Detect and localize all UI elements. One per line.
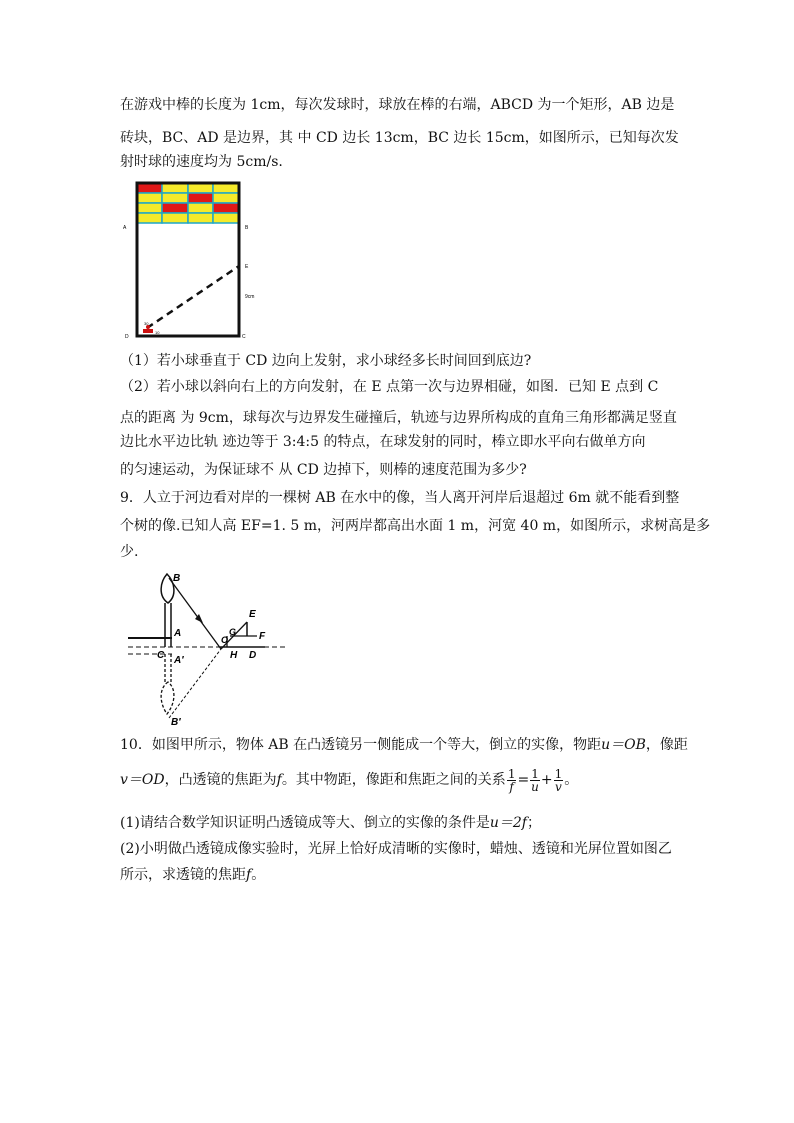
paragraph-1-line-3: 射时球的速度均为 5cm/s. [120, 154, 283, 170]
label-a-prime: A′ [174, 655, 184, 666]
fraction-denominator-f: f [509, 779, 514, 794]
object-distance: u＝OB [601, 737, 646, 753]
fraction-denominator-u: u [531, 779, 539, 794]
paddle [143, 329, 153, 333]
question-10-line-1-text: 10．如图甲所示，物体 AB 在凸透镜另一侧能成一个等大，倒立的实像，物距 [120, 737, 602, 753]
paragraph-1-line-2: 砖块，BC、AD 是边界，其 中 CD 边长 13cm，BC 边长 15cm，如图所示，已知每次发 [120, 130, 679, 146]
label-paddle: 10 [155, 330, 160, 335]
paragraph-1-line-1: 在游戏中棒的长度为 1cm，每次发球时，球放在棒的右端，ABCD 为一个矩形，AB 边是 [120, 97, 675, 113]
label-e: E [249, 609, 256, 620]
sentence-end: 。 [564, 772, 579, 788]
question-10-sub-1-text: (1)请结合数学知识证明凸透镜成等大、倒立的实像的条件是 [120, 815, 490, 831]
label-e: E [245, 264, 249, 270]
fraction-one-over-u [530, 768, 540, 793]
question-10-sub-2-line-2 [120, 861, 680, 890]
question-10-sub-2-end: 。 [251, 867, 266, 883]
label-h: H [230, 650, 238, 661]
question-10-line-1 [120, 731, 688, 760]
tree-reflection-figure [125, 568, 290, 728]
fraction-one-over-f [507, 768, 517, 793]
label-c: C [242, 334, 246, 340]
trajectory-line [147, 266, 239, 328]
question-10-line-2-mid: ，凸透镜的焦距为 [164, 772, 277, 788]
label-b: B [245, 225, 249, 231]
label-a: A [174, 628, 182, 639]
label-b-prime: B′ [171, 717, 181, 728]
fraction-denominator-v: v [554, 779, 562, 794]
question-10-line-2 [120, 762, 680, 798]
tree-reflection [161, 654, 174, 714]
fraction-numerator: 1 [554, 766, 563, 781]
game-board-figure [115, 178, 265, 340]
condition-u-2f: u＝2f [489, 815, 527, 831]
question-part-2-line-1: （2）若小球以斜向右上的方向发射，在 E 点第一次与边界相碰，如图．已知 E 点到 C [120, 379, 659, 395]
question-10-sub-2-line-1: (2)小明做凸透镜成像实验时，光屏上恰好成清晰的实像时，蜡烛、透镜和光屏位置如图乙 [120, 841, 672, 857]
question-9-line-2: 个树的像.已知人高 EF=1. 5 m，河两岸都高出水面 1 m，河宽 40 m，如图所示，求树高是多 [120, 518, 711, 534]
label-o: O [221, 635, 229, 645]
tree-ab [161, 574, 174, 647]
question-part-2-line-2: 点的距离 为 9cm，球每次与边界发生碰撞后，轨迹与边界所构成的直角三角形都满足竖直 [120, 410, 677, 426]
question-part-1-text: （1）若小球垂直于 CD 边向上发射，求小球经多长时间回到底边? [120, 353, 532, 369]
question-10-sub-1 [120, 809, 680, 838]
question-9-line-1: 9．人立于河边看对岸的一棵树 AB 在水中的像，当人离开河岸后退超过 6m 就不能看到整 [120, 490, 680, 506]
plus-sign: + [540, 772, 553, 788]
image-distance: v＝OD [120, 772, 165, 788]
label-b: B [173, 573, 181, 584]
fraction-numerator: 1 [507, 766, 516, 781]
label-c: C [157, 650, 165, 661]
label-d: D [249, 650, 257, 661]
question-10-comma: ，像距 [645, 737, 688, 753]
fraction-one-over-v [554, 768, 564, 793]
question-part-2-line-3: 边比水平边比轨 迹边等于 3:4:5 的特点，在球发射的同时，棒立即水平向右做单方向 [120, 434, 646, 450]
label-ball: 30 [144, 321, 149, 326]
question-9-line-3: 少. [120, 544, 139, 560]
label-d: D [125, 334, 129, 340]
label-g: G [229, 627, 237, 637]
question-10-line-2-mid2: 。其中物距，像距和焦距之间的关系 [281, 772, 506, 788]
brick-grid [137, 183, 239, 223]
label-a: A [123, 225, 127, 231]
focal-length-symbol: f [276, 772, 282, 788]
question-part-2-line-4: 的匀速运动，为保证球不 从 CD 边掉下，则棒的速度范围为多少? [120, 462, 527, 478]
question-10-sub-1-end: ； [526, 815, 541, 831]
label-9cm: 9cm [245, 294, 255, 300]
equals-sign: = [517, 772, 530, 788]
fraction-numerator: 1 [531, 766, 539, 781]
focal-length-f: f [246, 867, 252, 883]
label-f: F [259, 631, 266, 642]
question-10-sub-2-text: 所示，求透镜的焦距 [120, 867, 246, 883]
